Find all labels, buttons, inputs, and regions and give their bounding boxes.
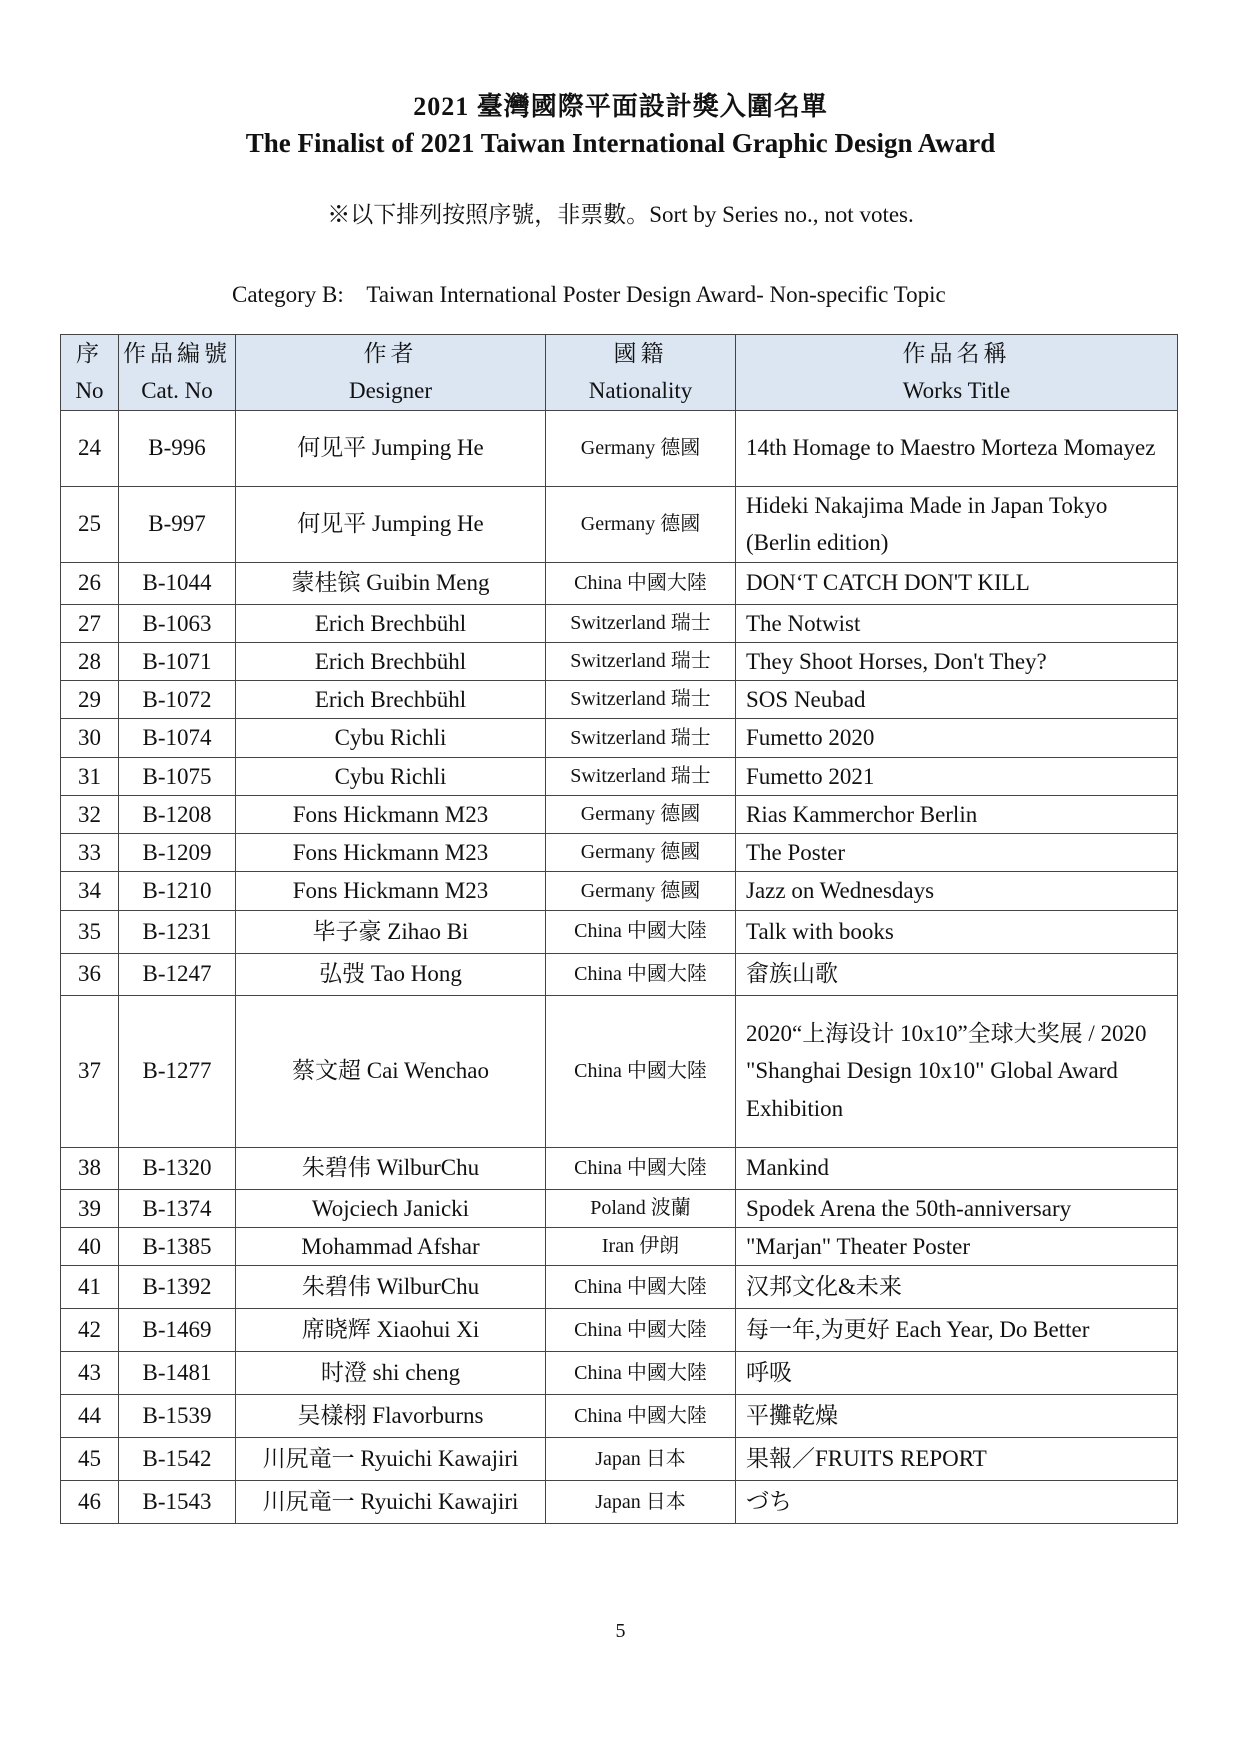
nationality-cell: China 中國大陸 bbox=[546, 910, 736, 953]
nationality-cell: China 中國大陸 bbox=[546, 1352, 736, 1395]
designer-name-cell: Erich Brechbühl bbox=[236, 642, 546, 680]
column-header-zh: 作品名稱 bbox=[902, 341, 1011, 366]
row-number-cell: 43 bbox=[61, 1352, 119, 1395]
works-title-cell: 果報／FRUITS REPORT bbox=[736, 1438, 1178, 1481]
catalog-number-cell: B-996 bbox=[119, 410, 236, 486]
works-title-cell: "Marjan" Theater Poster bbox=[736, 1227, 1178, 1265]
row-number-cell: 30 bbox=[61, 719, 119, 757]
designer-name-cell: Wojciech Janicki bbox=[236, 1189, 546, 1227]
table-row bbox=[61, 1266, 1178, 1309]
designer-name-cell: 何见平 Jumping He bbox=[236, 410, 546, 486]
nationality-cell: Switzerland 瑞士 bbox=[546, 681, 736, 719]
row-number-cell: 39 bbox=[61, 1189, 119, 1227]
row-number-cell: 28 bbox=[61, 642, 119, 680]
designer-name-cell: Fons Hickmann M23 bbox=[236, 834, 546, 872]
column-header-en: Nationality bbox=[588, 378, 693, 404]
catalog-number-cell: B-1208 bbox=[119, 795, 236, 833]
works-title-cell: Mankind bbox=[736, 1147, 1178, 1189]
catalog-number-cell: B-1044 bbox=[119, 562, 236, 604]
nationality-cell: Germany 德國 bbox=[546, 486, 736, 562]
catalog-number-cell: B-1543 bbox=[119, 1481, 236, 1524]
table-row bbox=[61, 1309, 1178, 1352]
table-row bbox=[61, 953, 1178, 995]
nationality-cell: Japan 日本 bbox=[546, 1481, 736, 1524]
row-number-cell: 32 bbox=[61, 795, 119, 833]
nationality-cell: China 中國大陸 bbox=[546, 1147, 736, 1189]
works-title-cell: The Poster bbox=[736, 834, 1178, 872]
nationality-cell: China 中國大陸 bbox=[546, 1309, 736, 1352]
catalog-number-cell: B-1469 bbox=[119, 1309, 236, 1352]
designer-name-cell: 蒙桂镔 Guibin Meng bbox=[236, 562, 546, 604]
designer-name-cell: 蔡文超 Cai Wenchao bbox=[236, 995, 546, 1147]
designer-name-cell: Fons Hickmann M23 bbox=[236, 872, 546, 910]
works-title-cell: Rias Kammerchor Berlin bbox=[736, 795, 1178, 833]
page-title-english: The Finalist of 2021 Taiwan International Graphic Design Award bbox=[245, 128, 996, 158]
designer-name-cell: 川尻竜一 Ryuichi Kawajiri bbox=[236, 1438, 546, 1481]
nationality-cell: China 中國大陸 bbox=[546, 562, 736, 604]
sort-note: ※以下排列按照序號，非票數。Sort by Series no., not votes. bbox=[327, 202, 914, 227]
designer-name-cell: 川尻竜一 Ryuichi Kawajiri bbox=[236, 1481, 546, 1524]
nationality-cell: Germany 德國 bbox=[546, 834, 736, 872]
designer-name-cell: 席晓辉 Xiaohui Xi bbox=[236, 1309, 546, 1352]
table-row bbox=[61, 604, 1178, 642]
works-title-cell: 14th Homage to Maestro Morteza Momayez bbox=[736, 410, 1178, 486]
catalog-number-cell: B-1277 bbox=[119, 995, 236, 1147]
works-title-cell: 呼吸 bbox=[736, 1352, 1178, 1395]
column-header-designer bbox=[236, 335, 546, 411]
works-title-cell: 每一年,为更好 Each Year, Do Better bbox=[736, 1309, 1178, 1352]
catalog-number-cell: B-1542 bbox=[119, 1438, 236, 1481]
catalog-number-cell: B-1209 bbox=[119, 834, 236, 872]
row-number-cell: 35 bbox=[61, 910, 119, 953]
row-number-cell: 37 bbox=[61, 995, 119, 1147]
catalog-number-cell: B-1539 bbox=[119, 1395, 236, 1438]
designer-name-cell: Erich Brechbühl bbox=[236, 604, 546, 642]
catalog-number-cell: B-997 bbox=[119, 486, 236, 562]
column-header-no bbox=[61, 335, 119, 411]
table-row bbox=[61, 1352, 1178, 1395]
row-number-cell: 29 bbox=[61, 681, 119, 719]
nationality-cell: Poland 波蘭 bbox=[546, 1189, 736, 1227]
catalog-number-cell: B-1075 bbox=[119, 757, 236, 795]
works-title-cell: 2020“上海设计 10x10”全球大奖展 / 2020 "Shanghai Design 10x10" Global Award Exhibition bbox=[736, 995, 1178, 1147]
row-number-cell: 34 bbox=[61, 872, 119, 910]
column-header-zh: 作者 bbox=[363, 341, 418, 366]
row-number-cell: 46 bbox=[61, 1481, 119, 1524]
row-number-cell: 25 bbox=[61, 486, 119, 562]
column-header-zh: 作品編號 bbox=[123, 341, 231, 366]
row-number-cell: 40 bbox=[61, 1227, 119, 1265]
catalog-number-cell: B-1247 bbox=[119, 953, 236, 995]
table-row bbox=[61, 410, 1178, 486]
catalog-number-cell: B-1320 bbox=[119, 1147, 236, 1189]
table-row bbox=[61, 486, 1178, 562]
table-row bbox=[61, 834, 1178, 872]
works-title-cell: The Notwist bbox=[736, 604, 1178, 642]
nationality-cell: China 中國大陸 bbox=[546, 1395, 736, 1438]
row-number-cell: 26 bbox=[61, 562, 119, 604]
table-row bbox=[61, 795, 1178, 833]
catalog-number-cell: B-1071 bbox=[119, 642, 236, 680]
table-row bbox=[61, 1189, 1178, 1227]
column-header-works-title bbox=[736, 335, 1178, 411]
table-row bbox=[61, 910, 1178, 953]
row-number-cell: 44 bbox=[61, 1395, 119, 1438]
designer-name-cell: 弘弢 Tao Hong bbox=[236, 953, 546, 995]
row-number-cell: 31 bbox=[61, 757, 119, 795]
designer-name-cell: 朱碧伟 WilburChu bbox=[236, 1266, 546, 1309]
designer-name-cell: Mohammad Afshar bbox=[236, 1227, 546, 1265]
nationality-cell: Germany 德國 bbox=[546, 410, 736, 486]
nationality-cell: China 中國大陸 bbox=[546, 953, 736, 995]
catalog-number-cell: B-1231 bbox=[119, 910, 236, 953]
page-title-chinese: 2021 臺灣國際平面設計獎入圍名單 bbox=[413, 92, 828, 121]
works-title-cell: Fumetto 2020 bbox=[736, 719, 1178, 757]
works-title-cell: SOS Neubad bbox=[736, 681, 1178, 719]
column-header-cat-no bbox=[119, 335, 236, 411]
row-number-cell: 27 bbox=[61, 604, 119, 642]
nationality-cell: Switzerland 瑞士 bbox=[546, 642, 736, 680]
nationality-cell: Switzerland 瑞士 bbox=[546, 604, 736, 642]
designer-name-cell: 何见平 Jumping He bbox=[236, 486, 546, 562]
column-header-en: No bbox=[75, 378, 104, 404]
works-title-cell: 平攤乾燥 bbox=[736, 1395, 1178, 1438]
column-header-zh: 序 bbox=[76, 341, 103, 366]
works-title-cell: Hideki Nakajima Made in Japan Tokyo (Berlin edition) bbox=[736, 486, 1178, 562]
catalog-number-cell: B-1481 bbox=[119, 1352, 236, 1395]
table-row bbox=[61, 642, 1178, 680]
works-title-cell: Jazz on Wednesdays bbox=[736, 872, 1178, 910]
table-row bbox=[61, 1395, 1178, 1438]
column-header-en: Designer bbox=[348, 378, 433, 404]
designer-name-cell: 朱碧伟 WilburChu bbox=[236, 1147, 546, 1189]
nationality-cell: Switzerland 瑞士 bbox=[546, 719, 736, 757]
nationality-cell: Germany 德國 bbox=[546, 795, 736, 833]
nationality-cell: China 中國大陸 bbox=[546, 995, 736, 1147]
designer-name-cell: Fons Hickmann M23 bbox=[236, 795, 546, 833]
catalog-number-cell: B-1385 bbox=[119, 1227, 236, 1265]
catalog-number-cell: B-1210 bbox=[119, 872, 236, 910]
designer-name-cell: 时澄 shi cheng bbox=[236, 1352, 546, 1395]
table-row bbox=[61, 562, 1178, 604]
works-title-cell: They Shoot Horses, Don't They? bbox=[736, 642, 1178, 680]
row-number-cell: 38 bbox=[61, 1147, 119, 1189]
table-row bbox=[61, 1481, 1178, 1524]
table-row bbox=[61, 1438, 1178, 1481]
column-header-en: Cat. No bbox=[141, 378, 213, 404]
nationality-cell: Germany 德國 bbox=[546, 872, 736, 910]
row-number-cell: 45 bbox=[61, 1438, 119, 1481]
table-header-row bbox=[61, 335, 1178, 411]
table-row bbox=[61, 719, 1178, 757]
column-header-nationality bbox=[546, 335, 736, 411]
table-row bbox=[61, 872, 1178, 910]
nationality-cell: Iran 伊朗 bbox=[546, 1227, 736, 1265]
table-row bbox=[61, 995, 1178, 1147]
works-title-cell: Talk with books bbox=[736, 910, 1178, 953]
works-title-cell: DON‘T CATCH DON'T KILL bbox=[736, 562, 1178, 604]
catalog-number-cell: B-1074 bbox=[119, 719, 236, 757]
designer-name-cell: 毕子豪 Zihao Bi bbox=[236, 910, 546, 953]
row-number-cell: 41 bbox=[61, 1266, 119, 1309]
designer-name-cell: 吴樣栩 Flavorburns bbox=[236, 1395, 546, 1438]
catalog-number-cell: B-1374 bbox=[119, 1189, 236, 1227]
table-row bbox=[61, 757, 1178, 795]
table-row bbox=[61, 1147, 1178, 1189]
finalist-table bbox=[60, 334, 1178, 1524]
works-title-cell: づち bbox=[736, 1481, 1178, 1524]
page-number: 5 bbox=[615, 1620, 626, 1642]
column-header-zh: 國籍 bbox=[613, 341, 668, 366]
works-title-cell: 畲族山歌 bbox=[736, 953, 1178, 995]
row-number-cell: 33 bbox=[61, 834, 119, 872]
nationality-cell: Japan 日本 bbox=[546, 1438, 736, 1481]
table-row bbox=[61, 1227, 1178, 1265]
designer-name-cell: Erich Brechbühl bbox=[236, 681, 546, 719]
row-number-cell: 36 bbox=[61, 953, 119, 995]
works-title-cell: Fumetto 2021 bbox=[736, 757, 1178, 795]
nationality-cell: China 中國大陸 bbox=[546, 1266, 736, 1309]
table-row bbox=[61, 681, 1178, 719]
works-title-cell: 汉邦文化&未来 bbox=[736, 1266, 1178, 1309]
column-header-en: Works Title bbox=[902, 378, 1011, 404]
designer-name-cell: Cybu Richli bbox=[236, 719, 546, 757]
category-heading: Category B: Taiwan International Poster Design Award- Non-specific Topic bbox=[232, 282, 946, 307]
catalog-number-cell: B-1392 bbox=[119, 1266, 236, 1309]
nationality-cell: Switzerland 瑞士 bbox=[546, 757, 736, 795]
works-title-cell: Spodek Arena the 50th-anniversary bbox=[736, 1189, 1178, 1227]
designer-name-cell: Cybu Richli bbox=[236, 757, 546, 795]
row-number-cell: 24 bbox=[61, 410, 119, 486]
row-number-cell: 42 bbox=[61, 1309, 119, 1352]
catalog-number-cell: B-1063 bbox=[119, 604, 236, 642]
catalog-number-cell: B-1072 bbox=[119, 681, 236, 719]
